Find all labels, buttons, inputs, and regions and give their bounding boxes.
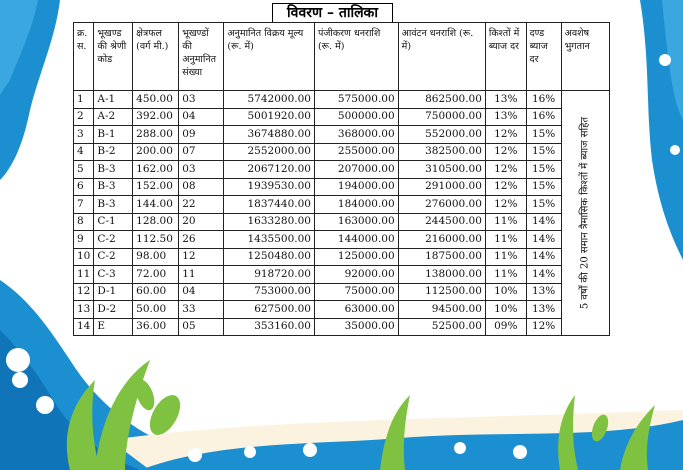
cell-price: 353160.00 [224,318,315,336]
cell-price: 1837440.00 [224,196,315,214]
cell-area: 72.00 [133,266,179,284]
cell-rate: 12% [485,161,526,179]
cell-price: 2552000.00 [224,143,315,161]
cell-rate: 13% [485,91,526,109]
cell-allot: 310500.00 [398,161,485,179]
cell-reg: 255000.00 [314,143,398,161]
cell-area: 200.00 [133,143,179,161]
cell-penal: 15% [526,126,561,144]
cell-sn: 2 [74,108,94,126]
cell-rate: 12% [485,196,526,214]
cell-penal: 14% [526,248,561,266]
header-reg: पंजीकरण धनराशि (रू. में) [314,23,398,91]
cell-code: B-3 [94,196,133,214]
cell-reg: 163000.00 [314,213,398,231]
cell-count: 08 [179,178,224,196]
cell-penal: 15% [526,178,561,196]
cell-sn: 14 [74,318,94,336]
table-row [74,301,610,319]
table-row [74,178,610,196]
header-rate: किश्तों में ब्याज दर [485,23,526,91]
cell-allot: 291000.00 [398,178,485,196]
header-code: भूखण्ड की श्रेणी कोड [94,23,133,91]
cell-sn: 8 [74,213,94,231]
cell-reg: 75000.00 [314,283,398,301]
balance-payment-cell [561,91,609,336]
cell-allot: 112500.00 [398,283,485,301]
cell-code: D-1 [94,283,133,301]
cell-area: 98.00 [133,248,179,266]
cell-allot: 187500.00 [398,248,485,266]
cell-count: 07 [179,143,224,161]
cell-allot: 750000.00 [398,108,485,126]
cell-area: 450.00 [133,91,179,109]
cell-penal: 15% [526,143,561,161]
cell-sn: 12 [74,283,94,301]
table-row [74,108,610,126]
cell-price: 1250480.00 [224,248,315,266]
cell-area: 288.00 [133,126,179,144]
page-title: विवरण – तालिका [272,3,393,24]
cell-count: 33 [179,301,224,319]
cell-rate: 12% [485,126,526,144]
table-row [74,213,610,231]
cell-code: C-2 [94,231,133,249]
header-penal: दण्ड ब्याज दर [526,23,561,91]
cell-reg: 575000.00 [314,91,398,109]
cell-area: 128.00 [133,213,179,231]
cell-price: 918720.00 [224,266,315,284]
cell-allot: 216000.00 [398,231,485,249]
table-row [74,318,610,336]
cell-reg: 207000.00 [314,161,398,179]
cell-penal: 14% [526,266,561,284]
table-row [74,231,610,249]
cell-sn: 7 [74,196,94,214]
cell-allot: 382500.00 [398,143,485,161]
table-row [74,248,610,266]
cell-area: 112.50 [133,231,179,249]
cell-code: B-3 [94,161,133,179]
cell-price: 1633280.00 [224,213,315,231]
cell-penal: 12% [526,318,561,336]
cell-code: B-1 [94,126,133,144]
cell-count: 22 [179,196,224,214]
cell-price: 753000.00 [224,283,315,301]
table-row [74,266,610,284]
cell-code: E [94,318,133,336]
cell-count: 12 [179,248,224,266]
cell-count: 26 [179,231,224,249]
cell-allot: 244500.00 [398,213,485,231]
cell-reg: 92000.00 [314,266,398,284]
cell-rate: 11% [485,231,526,249]
cell-sn: 9 [74,231,94,249]
header-sn: क्र. स. [74,23,94,91]
cell-penal: 13% [526,283,561,301]
cell-penal: 16% [526,108,561,126]
data-table [73,22,610,336]
cell-sn: 13 [74,301,94,319]
cell-reg: 63000.00 [314,301,398,319]
cell-sn: 3 [74,126,94,144]
cell-count: 05 [179,318,224,336]
cell-count: 11 [179,266,224,284]
cell-sn: 6 [74,178,94,196]
cell-price: 5742000.00 [224,91,315,109]
cell-reg: 144000.00 [314,231,398,249]
cell-price: 5001920.00 [224,108,315,126]
cell-allot: 276000.00 [398,196,485,214]
cell-price: 2067120.00 [224,161,315,179]
cell-allot: 52500.00 [398,318,485,336]
cell-penal: 15% [526,196,561,214]
cell-area: 162.00 [133,161,179,179]
cell-reg: 35000.00 [314,318,398,336]
cell-rate: 12% [485,178,526,196]
header-count: भूखण्डों की अनुमानित संख्या [179,23,224,91]
cell-code: B-2 [94,143,133,161]
balance-payment-note: 5 वर्षों की 20 समान त्रैमासिक किश्तों में ब्याज सहित [579,116,591,310]
cell-allot: 138000.00 [398,266,485,284]
cell-count: 04 [179,108,224,126]
cell-allot: 552000.00 [398,126,485,144]
cell-penal: 14% [526,231,561,249]
header-row [74,23,610,91]
cell-code: C-3 [94,266,133,284]
cell-count: 20 [179,213,224,231]
cell-penal: 14% [526,213,561,231]
cell-code: B-3 [94,178,133,196]
cell-penal: 16% [526,91,561,109]
cell-price: 627500.00 [224,301,315,319]
cell-count: 03 [179,161,224,179]
cell-count: 03 [179,91,224,109]
cell-rate: 13% [485,108,526,126]
cell-sn: 11 [74,266,94,284]
cell-rate: 11% [485,266,526,284]
cell-rate: 12% [485,143,526,161]
header-price: अनुमानित विक्रय मूल्य (रू. में) [224,23,315,91]
cell-code: C-1 [94,213,133,231]
cell-area: 60.00 [133,283,179,301]
cell-rate: 11% [485,248,526,266]
header-balance: अवशेष भुगतान [561,23,609,91]
cell-penal: 13% [526,301,561,319]
cell-code: A-1 [94,91,133,109]
cell-area: 144.00 [133,196,179,214]
cell-allot: 862500.00 [398,91,485,109]
cell-price: 1435500.00 [224,231,315,249]
table-row [74,143,610,161]
cell-rate: 11% [485,213,526,231]
cell-reg: 500000.00 [314,108,398,126]
cell-sn: 1 [74,91,94,109]
cell-sn: 5 [74,161,94,179]
table-row [74,196,610,214]
cell-code: D-2 [94,301,133,319]
header-allot: आवंटन धनराशि (रू. में) [398,23,485,91]
cell-reg: 194000.00 [314,178,398,196]
cell-count: 09 [179,126,224,144]
cell-area: 392.00 [133,108,179,126]
cell-area: 50.00 [133,301,179,319]
cell-sn: 4 [74,143,94,161]
cell-reg: 184000.00 [314,196,398,214]
table-row [74,283,610,301]
cell-count: 04 [179,283,224,301]
cell-reg: 125000.00 [314,248,398,266]
cell-area: 152.00 [133,178,179,196]
cell-area: 36.00 [133,318,179,336]
cell-rate: 09% [485,318,526,336]
table-row [74,126,610,144]
cell-sn: 10 [74,248,94,266]
header-area: क्षेत्रफल (वर्ग मी.) [133,23,179,91]
table-row [74,161,610,179]
cell-rate: 10% [485,283,526,301]
cell-price: 1939530.00 [224,178,315,196]
cell-reg: 368000.00 [314,126,398,144]
cell-price: 3674880.00 [224,126,315,144]
cell-allot: 94500.00 [398,301,485,319]
table-row [74,91,610,109]
cell-rate: 10% [485,301,526,319]
cell-code: C-2 [94,248,133,266]
cell-code: A-2 [94,108,133,126]
cell-penal: 15% [526,161,561,179]
